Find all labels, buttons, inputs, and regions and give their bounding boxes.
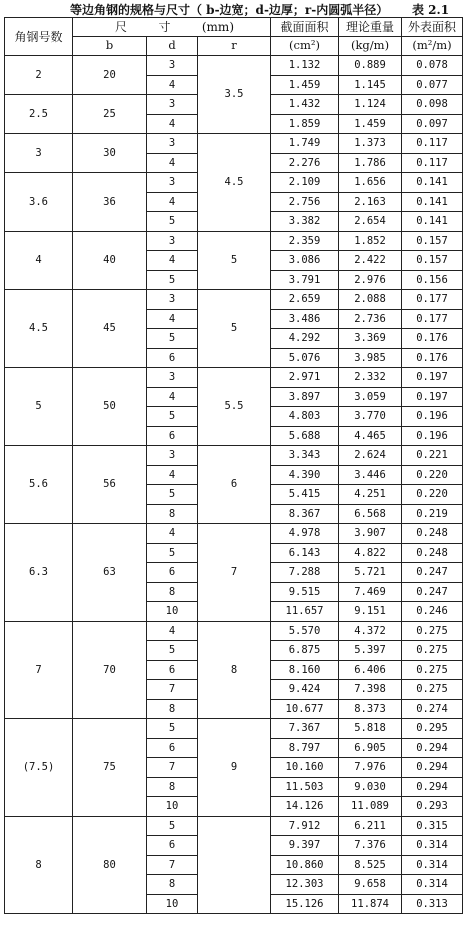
angle-no-cell: 4	[5, 231, 73, 290]
surface-cell: 0.294	[402, 738, 463, 758]
table-row	[5, 231, 463, 251]
weight-cell: 6.905	[339, 738, 402, 758]
header-row-1	[5, 18, 463, 37]
table-row	[5, 816, 463, 836]
surface-cell: 0.247	[402, 563, 463, 583]
thickness-d-cell: 10	[147, 797, 198, 817]
weight-cell: 1.459	[339, 114, 402, 134]
surface-cell: 0.294	[402, 758, 463, 778]
angle-no-cell: 2	[5, 56, 73, 95]
weight-cell: 0.889	[339, 56, 402, 76]
table-body	[5, 18, 463, 914]
angle-no-cell: 4.5	[5, 290, 73, 368]
radius-r-cell: 6	[198, 446, 271, 524]
angle-no-cell: 2.5	[5, 95, 73, 134]
table-row	[5, 134, 463, 154]
width-b-cell: 30	[73, 134, 147, 173]
weight-cell: 1.656	[339, 173, 402, 193]
surface-cell: 0.197	[402, 387, 463, 407]
header-weight-unit: (kg/m)	[339, 37, 402, 56]
surface-cell: 0.314	[402, 855, 463, 875]
area-cell: 3.086	[271, 251, 339, 271]
area-cell: 2.359	[271, 231, 339, 251]
area-cell: 4.803	[271, 407, 339, 427]
thickness-d-cell: 8	[147, 777, 198, 797]
weight-cell: 7.469	[339, 582, 402, 602]
area-cell: 2.971	[271, 368, 339, 388]
thickness-d-cell: 3	[147, 56, 198, 76]
radius-r-cell: 3.5	[198, 56, 271, 134]
surface-cell: 0.157	[402, 231, 463, 251]
weight-cell: 7.376	[339, 836, 402, 856]
surface-cell: 0.177	[402, 290, 463, 310]
surface-cell: 0.141	[402, 192, 463, 212]
thickness-d-cell: 5	[147, 485, 198, 505]
surface-cell: 0.275	[402, 641, 463, 661]
angle-no-cell: 8	[5, 816, 73, 914]
area-cell: 1.749	[271, 134, 339, 154]
area-cell: 2.659	[271, 290, 339, 310]
thickness-d-cell: 6	[147, 348, 198, 368]
weight-cell: 2.422	[339, 251, 402, 271]
width-b-cell: 75	[73, 719, 147, 817]
weight-cell: 11.089	[339, 797, 402, 817]
radius-r-cell: 8	[198, 621, 271, 719]
surface-cell: 0.294	[402, 777, 463, 797]
radius-r-cell	[198, 816, 271, 914]
surface-cell: 0.098	[402, 95, 463, 115]
area-cell: 2.276	[271, 153, 339, 173]
thickness-d-cell: 6	[147, 563, 198, 583]
weight-cell: 5.397	[339, 641, 402, 661]
header-surface: 外表面积	[402, 18, 463, 37]
area-cell: 11.657	[271, 602, 339, 622]
thickness-d-cell: 4	[147, 251, 198, 271]
weight-cell: 8.525	[339, 855, 402, 875]
weight-cell: 9.658	[339, 875, 402, 895]
surface-cell: 0.295	[402, 719, 463, 739]
area-cell: 5.688	[271, 426, 339, 446]
thickness-d-cell: 6	[147, 426, 198, 446]
thickness-d-cell: 3	[147, 446, 198, 466]
table-caption	[0, 0, 467, 18]
area-cell: 3.486	[271, 309, 339, 329]
weight-cell: 6.211	[339, 816, 402, 836]
header-dimensions	[73, 18, 271, 37]
thickness-d-cell: 4	[147, 621, 198, 641]
area-cell: 5.570	[271, 621, 339, 641]
area-cell: 8.797	[271, 738, 339, 758]
weight-cell: 6.406	[339, 660, 402, 680]
thickness-d-cell: 7	[147, 680, 198, 700]
header-weight: 理论重量	[339, 18, 402, 37]
header-area-unit: (cm²)	[271, 37, 339, 56]
weight-cell: 3.770	[339, 407, 402, 427]
weight-cell: 1.786	[339, 153, 402, 173]
angle-no-cell: 5.6	[5, 446, 73, 524]
thickness-d-cell: 5	[147, 543, 198, 563]
surface-cell: 0.274	[402, 699, 463, 719]
surface-cell: 0.248	[402, 524, 463, 544]
header-surface-unit: (m²/m)	[402, 37, 463, 56]
width-b-cell: 80	[73, 816, 147, 914]
thickness-d-cell: 7	[147, 855, 198, 875]
weight-cell: 2.976	[339, 270, 402, 290]
width-b-cell: 20	[73, 56, 147, 95]
header-d: d	[147, 37, 198, 56]
angle-no-cell: 3.6	[5, 173, 73, 232]
area-cell: 5.076	[271, 348, 339, 368]
surface-cell: 0.197	[402, 368, 463, 388]
weight-cell: 9.030	[339, 777, 402, 797]
surface-cell: 0.097	[402, 114, 463, 134]
area-cell: 1.432	[271, 95, 339, 115]
weight-cell: 1.852	[339, 231, 402, 251]
width-b-cell: 56	[73, 446, 147, 524]
width-b-cell: 50	[73, 368, 147, 446]
surface-cell: 0.176	[402, 348, 463, 368]
thickness-d-cell: 5	[147, 329, 198, 349]
area-cell: 2.109	[271, 173, 339, 193]
area-cell: 4.292	[271, 329, 339, 349]
thickness-d-cell: 4	[147, 114, 198, 134]
weight-cell: 9.151	[339, 602, 402, 622]
thickness-d-cell: 8	[147, 875, 198, 895]
weight-cell: 6.568	[339, 504, 402, 524]
width-b-cell: 63	[73, 524, 147, 622]
width-b-cell: 40	[73, 231, 147, 290]
thickness-d-cell: 8	[147, 582, 198, 602]
header-area: 截面面积	[271, 18, 339, 37]
table-title: 等边角钢的规格与尺寸（ b-边宽；d-边厚；r-内圆弧半径）	[70, 3, 389, 17]
thickness-d-cell: 4	[147, 465, 198, 485]
surface-cell: 0.141	[402, 173, 463, 193]
weight-cell: 2.332	[339, 368, 402, 388]
radius-r-cell: 7	[198, 524, 271, 622]
thickness-d-cell: 4	[147, 524, 198, 544]
weight-cell: 2.654	[339, 212, 402, 232]
thickness-d-cell: 3	[147, 95, 198, 115]
thickness-d-cell: 3	[147, 231, 198, 251]
thickness-d-cell: 10	[147, 894, 198, 914]
weight-cell: 1.145	[339, 75, 402, 95]
area-cell: 9.515	[271, 582, 339, 602]
surface-cell: 0.219	[402, 504, 463, 524]
radius-r-cell: 4.5	[198, 134, 271, 232]
area-cell: 8.367	[271, 504, 339, 524]
header-b: b	[73, 37, 147, 56]
table-row	[5, 446, 463, 466]
surface-cell: 0.078	[402, 56, 463, 76]
area-cell: 4.978	[271, 524, 339, 544]
thickness-d-cell: 10	[147, 602, 198, 622]
header-dim-char-2: 寸	[158, 20, 171, 34]
thickness-d-cell: 3	[147, 134, 198, 154]
weight-cell: 2.163	[339, 192, 402, 212]
weight-cell: 2.624	[339, 446, 402, 466]
area-cell: 12.303	[271, 875, 339, 895]
area-cell: 10.860	[271, 855, 339, 875]
surface-cell: 0.314	[402, 875, 463, 895]
surface-cell: 0.196	[402, 407, 463, 427]
thickness-d-cell: 6	[147, 738, 198, 758]
area-cell: 6.875	[271, 641, 339, 661]
header-angle-no: 角钢号数	[5, 18, 73, 56]
thickness-d-cell: 5	[147, 816, 198, 836]
width-b-cell: 70	[73, 621, 147, 719]
thickness-d-cell: 5	[147, 212, 198, 232]
surface-cell: 0.247	[402, 582, 463, 602]
weight-cell: 8.373	[339, 699, 402, 719]
thickness-d-cell: 5	[147, 641, 198, 661]
surface-cell: 0.246	[402, 602, 463, 622]
width-b-cell: 45	[73, 290, 147, 368]
surface-cell: 0.275	[402, 680, 463, 700]
surface-cell: 0.177	[402, 309, 463, 329]
table-row	[5, 290, 463, 310]
area-cell: 3.791	[271, 270, 339, 290]
surface-cell: 0.275	[402, 660, 463, 680]
angle-no-cell: 6.3	[5, 524, 73, 622]
width-b-cell: 25	[73, 95, 147, 134]
surface-cell: 0.315	[402, 816, 463, 836]
weight-cell: 2.088	[339, 290, 402, 310]
area-cell: 6.143	[271, 543, 339, 563]
weight-cell: 3.369	[339, 329, 402, 349]
surface-cell: 0.248	[402, 543, 463, 563]
weight-cell: 7.398	[339, 680, 402, 700]
header-dim-char-1: 尺	[115, 20, 128, 34]
thickness-d-cell: 3	[147, 290, 198, 310]
weight-cell: 5.818	[339, 719, 402, 739]
area-cell: 2.756	[271, 192, 339, 212]
area-cell: 10.160	[271, 758, 339, 778]
weight-cell: 7.976	[339, 758, 402, 778]
area-cell: 3.343	[271, 446, 339, 466]
thickness-d-cell: 5	[147, 719, 198, 739]
angle-no-cell: 3	[5, 134, 73, 173]
table-row	[5, 621, 463, 641]
area-cell: 11.503	[271, 777, 339, 797]
header-r: r	[198, 37, 271, 56]
weight-cell: 3.446	[339, 465, 402, 485]
area-cell: 10.677	[271, 699, 339, 719]
area-cell: 1.859	[271, 114, 339, 134]
area-cell: 9.397	[271, 836, 339, 856]
thickness-d-cell: 4	[147, 75, 198, 95]
thickness-d-cell: 4	[147, 192, 198, 212]
weight-cell: 4.465	[339, 426, 402, 446]
area-cell: 5.415	[271, 485, 339, 505]
surface-cell: 0.293	[402, 797, 463, 817]
angle-no-cell: 5	[5, 368, 73, 446]
table-row	[5, 56, 463, 76]
surface-cell: 0.220	[402, 485, 463, 505]
thickness-d-cell: 4	[147, 153, 198, 173]
area-cell: 3.382	[271, 212, 339, 232]
header-row-2	[5, 37, 463, 56]
area-cell: 1.132	[271, 56, 339, 76]
area-cell: 7.912	[271, 816, 339, 836]
surface-cell: 0.275	[402, 621, 463, 641]
area-cell: 7.367	[271, 719, 339, 739]
surface-cell: 0.314	[402, 836, 463, 856]
radius-r-cell: 5	[198, 231, 271, 290]
weight-cell: 4.251	[339, 485, 402, 505]
table-number: 表 2.1	[412, 3, 450, 17]
width-b-cell: 36	[73, 173, 147, 232]
table-row	[5, 368, 463, 388]
surface-cell: 0.117	[402, 134, 463, 154]
weight-cell: 2.736	[339, 309, 402, 329]
table-row	[5, 524, 463, 544]
area-cell: 1.459	[271, 75, 339, 95]
radius-r-cell: 5	[198, 290, 271, 368]
weight-cell: 4.372	[339, 621, 402, 641]
angle-no-cell: (7.5)	[5, 719, 73, 817]
area-cell: 9.424	[271, 680, 339, 700]
radius-r-cell: 9	[198, 719, 271, 817]
thickness-d-cell: 5	[147, 407, 198, 427]
surface-cell: 0.077	[402, 75, 463, 95]
header-dim-unit: (mm)	[201, 20, 234, 34]
surface-cell: 0.117	[402, 153, 463, 173]
thickness-d-cell: 8	[147, 504, 198, 524]
area-cell: 3.897	[271, 387, 339, 407]
surface-cell: 0.176	[402, 329, 463, 349]
radius-r-cell: 5.5	[198, 368, 271, 446]
thickness-d-cell: 3	[147, 173, 198, 193]
thickness-d-cell: 7	[147, 758, 198, 778]
thickness-d-cell: 6	[147, 660, 198, 680]
surface-cell: 0.156	[402, 270, 463, 290]
surface-cell: 0.221	[402, 446, 463, 466]
table-row	[5, 719, 463, 739]
area-cell: 7.288	[271, 563, 339, 583]
thickness-d-cell: 8	[147, 699, 198, 719]
surface-cell: 0.313	[402, 894, 463, 914]
thickness-d-cell: 4	[147, 387, 198, 407]
weight-cell: 3.985	[339, 348, 402, 368]
weight-cell: 11.874	[339, 894, 402, 914]
angle-no-cell: 7	[5, 621, 73, 719]
area-cell: 8.160	[271, 660, 339, 680]
surface-cell: 0.157	[402, 251, 463, 271]
thickness-d-cell: 3	[147, 368, 198, 388]
thickness-d-cell: 6	[147, 836, 198, 856]
surface-cell: 0.220	[402, 465, 463, 485]
surface-cell: 0.196	[402, 426, 463, 446]
weight-cell: 5.721	[339, 563, 402, 583]
weight-cell: 1.373	[339, 134, 402, 154]
area-cell: 14.126	[271, 797, 339, 817]
thickness-d-cell: 4	[147, 309, 198, 329]
surface-cell: 0.141	[402, 212, 463, 232]
weight-cell: 3.907	[339, 524, 402, 544]
area-cell: 4.390	[271, 465, 339, 485]
weight-cell: 3.059	[339, 387, 402, 407]
weight-cell: 1.124	[339, 95, 402, 115]
weight-cell: 4.822	[339, 543, 402, 563]
area-cell: 15.126	[271, 894, 339, 914]
angle-steel-spec-table	[4, 17, 463, 914]
thickness-d-cell: 5	[147, 270, 198, 290]
